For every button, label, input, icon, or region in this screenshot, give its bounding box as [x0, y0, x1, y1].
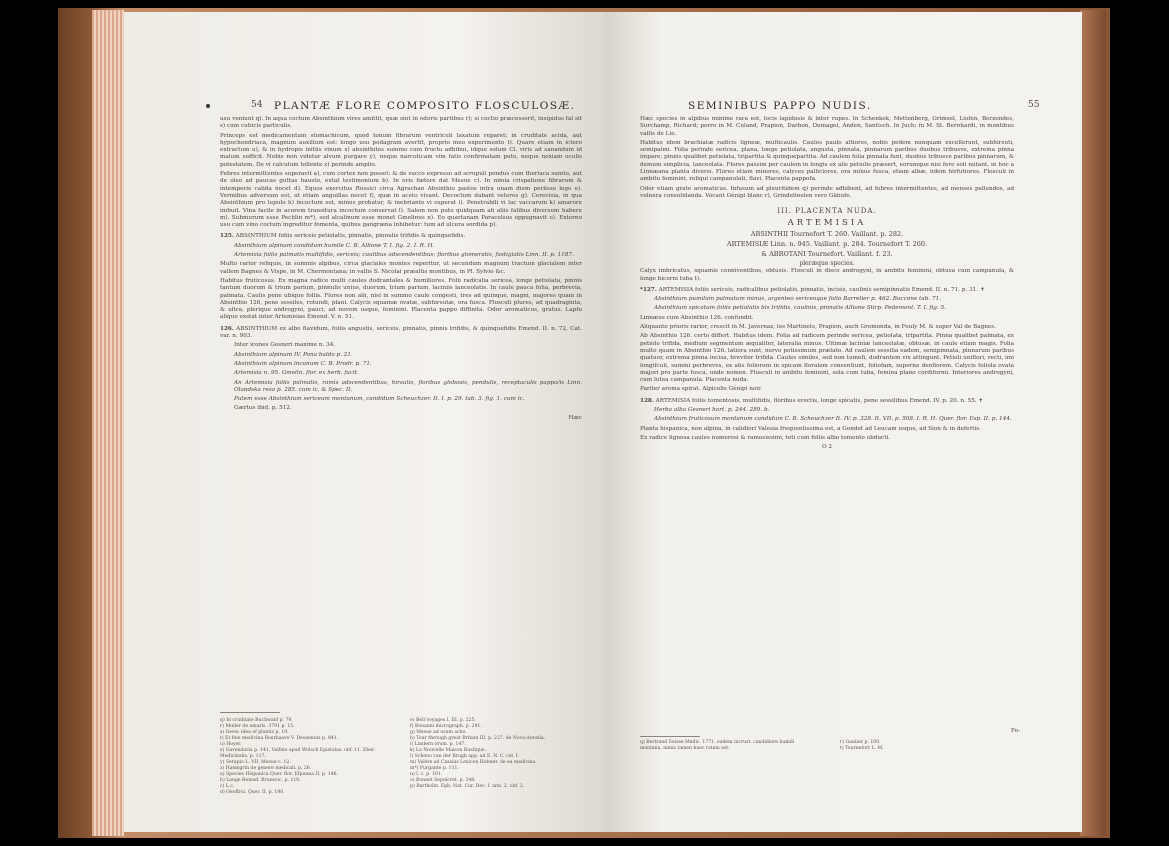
- right-page-number: 55: [1028, 100, 1040, 110]
- footnote: t) Tournefort L. M.: [840, 746, 884, 751]
- synonym: Artemisia foliis palmatis multifidis, sericeis; caulibus adscendentibus; floribus glomeratis, fastigiatis Linn. II. p. 1187.: [234, 252, 574, 259]
- footnote: z) Haemgrin de genere medicali. p. 26.: [220, 766, 312, 771]
- entry-number: *127.: [640, 286, 657, 293]
- catchword: Hæc: [568, 414, 582, 421]
- footnote: i) Lindern orum. p. 147.: [410, 742, 466, 747]
- footnote: s) Geew. idea ef plantis p. 19.: [220, 730, 289, 735]
- entry-body: Planta hispanica, non alpina, in calidiori Valesia frequentissima est, a Gondet ad Leucam usque, ad Sion & in defertis.: [640, 425, 981, 432]
- entry-body: Pariter aroma spirat. Alpicolis Génipi noir.: [640, 386, 763, 393]
- synonym: Absinthium alpinum candidum humile C. B. Allione T. I. fig. 2. I. R. H.: [234, 242, 435, 249]
- footnote: h) Tour through great Britain III. p. 227. de Nova-Anvelia.: [410, 736, 546, 741]
- synonym: Inter icones Gesneri maxime n. 34.: [234, 342, 336, 349]
- footnote: c) L.c.: [220, 784, 235, 789]
- page-edges-right: [1080, 10, 1106, 836]
- genus-description: Calyx imbricatus, squamis conniventibus, obtusis. Flosculi in disco androgyni, in ambitu feminini, obtusa cum campanula, & longe bicorni tuba t).: [640, 268, 1014, 282]
- footnote: p) Bartholin. Epb. Nat. Cur. Dec. I. ann. 2. obf. 2.: [410, 784, 525, 789]
- left-page-header: PLANTÆ FLORE COMPOSITO FLOSCULOSÆ.: [274, 100, 576, 112]
- entry-body: Habitus fruticosus. Ex magna radice multi caules dodrantales & humiliores. Folii radicalia sericea, longe petiolata, pinnis tantum duorum & trium parium, pinnulis unius, duorum, trium parium, laciniis lanceolatis. In caule pauca folia, perbrevia, palmata. Caulis pene ubique foliis. Flores non alii, nisi in summo caule congesti, tres ad quinque, magni, majores quam in Absinthio 126, pene sessiles, rotundi, plani. Calycis squamæ ovatæ, subhirsutæ, ora fusca. Flosculi plures, ad quadraginta, & ultra, plerique androgyni, pauci, ad novem usque, feminini. Placenta pappo diffinita. Odor aromaticus, gratus. Lapfu aliquo exstat inter Artemisias Emend. V. n. 51.: [220, 277, 582, 321]
- footnote: n) l. c. p. 101.: [410, 772, 443, 777]
- genus-title: ARTEMISIA: [787, 218, 867, 229]
- page-edges-left: [92, 10, 124, 836]
- species-entry-125: [220, 233, 582, 240]
- footnote: q) In cruditate Buchwald p. 79.: [220, 718, 293, 723]
- left-page-number: 54: [251, 100, 263, 110]
- entry-number: 126.: [220, 325, 234, 332]
- footnote: u) Hoyer.: [220, 742, 242, 747]
- entry-heading: ARTEMISIA foliis sericeis, radicalibus petiolatis, pinnatis, incisis, caulinis semipinnatis Emend. II. n. 71. p. 31. ✝: [658, 286, 985, 293]
- footnote: m*) Purgante p. 111.: [410, 766, 459, 771]
- footnote-rule: [220, 712, 280, 713]
- synonym: Linnæus cum Absinthio 126. confundit.: [640, 314, 754, 321]
- intro-paragraph: Febres intermittentes superavit a), cum cortex non posset: & de succo expresso ad scrupuli pondus cum theriaca sumto, aut de oleo ad paucas guttas hausto, extat testimonium b). In oris fœtore dat Mesue c). In nimia crispatione fibrarum & intemperie calida nocet d). Equos exercitus Russici circa Agrachan Absinthio pastos intra unam diem periisse lego e). Vermibus adversum est, ut etiam anguillas necet f), quæ in aceto vivant. Decoctum dabant veteres g). Cerevisia, in qua Absinthium pro lupulo h) incoctum est, minus probatur, & inebriante vi superat i). Penetrabili vi lac vaccarum k) amarore imbuit. Vina facile in acorem transitura incoctum conservat l). Salem non puto quidquam ab aliis falibus diversum habere m). Submurum esse Pechlin m*), sed alcalinum esse monet Gmelinus n). Eo quartanam Paracelsus oppugnavit o). Externo usu cum vino coctum ingreditur fomenta, quibus gangræna inhibetur: tum ad ulcera sordida p).: [220, 171, 582, 229]
- footnote: x) Gavendaria p. 141. Vallino apud Wolsch Epistolas. obf. 11. Eber. Medicinalis. p. 117.: [220, 748, 376, 759]
- entry-heading: ARTEMISIA foliis tomentosis, multifidis, floribus erectis, longe spicatis, pene sessilibus Emend. IV. p. 20. n. 55. ✝: [655, 397, 984, 404]
- footnote: t) Et fine medicina Boerhaave V. Deusenius p. 841.: [220, 736, 339, 741]
- species-note: pleræque species.: [799, 260, 855, 268]
- right-page-header: SEMINIBUS PAPPO NUDIS.: [688, 100, 872, 112]
- intro-paragraph: usu veniunt q). In aqua coctum Absinthium vires amittit, quæ sint in odoris partibus r); si coctio præcesserit, insipidus fal sit s) cum cubicis particulis.: [220, 116, 582, 130]
- footnote: f) Bonanni micrograph. p. 291.: [410, 724, 482, 729]
- genus-line: ABSINTHII Tournefort T. 260. Vaillant. p. 282.: [750, 230, 904, 239]
- entry-body: Ex radice lignosa caules numerosi & ramosissimi, toti cum foliis albo tomento obducti.: [640, 434, 891, 441]
- entry-body: Multo rarior reliquis, in summis alpibus, circa glaciales montes reperitur, ut secundum magnum tractum glacialem inter vallem Bagnes & Vispe, in M. Chermontana; in vallis S. Nicolai præaltis montibus, in Pl. Sylvio &c.: [220, 261, 582, 275]
- entry-number: 125.: [220, 233, 234, 240]
- synonym: Putem esse Absinthium sericeum montanum, candidum Scheuchzer. It. I. p. 29. tab. 3. fig. 1. cum ic.: [234, 396, 525, 403]
- synonym: Absinthium pumilum palmatum minus, argenteo sericeoque folio Barrelier p. 462. Boccone tab. 71.: [654, 296, 942, 303]
- entry-body: Aliquanto prioris rarior, crescit in M. Javernaz, les Martinets, Prapion, auch Gromonda, in Fouly M. & super Val de Bagnes.: [640, 324, 996, 331]
- intro-paragraph: Hæc species in alpibus minime rara est, locis lapidosis & inter rupes. In Schenkek, Mettenberg, Grimsel, Liofen, Berzendes, Surchamp, Richard; porro in M. Culand, Prapion, Darbon, Dumagel, Anden, Santisch. In Juch; in M. St. Bernhardi, in montibus vallis de Lie.: [640, 116, 1014, 137]
- footnote: a) Species Hispanica Quer. flor. Efpanna II. p. 146.: [220, 772, 339, 777]
- entry-body: Ab Absinthio 126. certo differt. Habitus idem. Folia ad radicem perinde sericea, petiolata, tripartita. Pinna qualibet palmata, ex petiolo trifida, medium segmentum æqualiter, lateralia minus. Ultimæ laciniæ lanceolatæ, obtusæ, in caule etiam magis. Folia multo quam in Absinthio 126. latiora sunt, nervo potissimum prælato. Ad caulem sessilia eadem, semipinnata, pinnarum paribus quatuor, extrema pinna incisa, breviter trifida. Caules similes, sed non tumefi, dodrantem vix attingunt. Petioli uniflori, recti, imi longifculi, summi perbreves, ex alis foliorum in spicam floralem consentiunt, foliofam, superne denfiorem. Calycis foliola ovata majori pro parte fusca, unde nomen. Flosculi in ambitu feminini, sola cum tuba, femina plano cordiformi. Interiores androgyni, cum lutea campanula. Placenta nuda.: [640, 333, 1014, 384]
- species-entry-126: [220, 326, 582, 341]
- right-page: [604, 12, 1082, 832]
- synonym: Herba alba Gesneri hort. p. 244. 289. b.: [654, 407, 770, 414]
- footnote: y) Serapio L. VII. Mesue c. 12.: [220, 760, 291, 765]
- entry-number: 128.: [640, 397, 654, 404]
- footnote-rule: [640, 736, 700, 737]
- footnote: k) La Nouvelle Maison Rustique.: [410, 748, 487, 753]
- footnote: b) Lange Remed. Brunsvic. p. 110.: [220, 778, 301, 783]
- entry-heading: ABSINTHIUM ex albo flavidum, foliis angustis, sericeis, pinnatis, pinnis trifidis, & quinquefidis Emend. II. n. 72. Cat. var. n. 903.: [220, 325, 582, 340]
- catchword: Fo-: [1011, 728, 1020, 734]
- genus-line: & ABROTANI Tournefort. Vaillant. f. 23.: [761, 250, 893, 259]
- synonym: Absinthium fruticosum montanum candidum C. B. Scheuchzer It. IV. p. 328. It. VII. p. 508. I. R. H. Quer. flor. Esp. II. p. 144.: [654, 416, 1012, 423]
- synonym: An Artemisia foliis palmatis, ramis adscendentibus, hirsutis, floribus globosis, pendulis, receptaculis pappo/is Linn. Olandska resa p. 285. cum ic. & Spec. II.: [234, 379, 582, 393]
- intro-paragraph: Princeps est medicamentum stomachicum, quod tonum fibrarum ventriculi laxatum reparet; in cruditate acida, aut hypochondriaca, magnum auxilium est: longo usu podagram avertit, proprio meo experimento t). Quare etiam in ictero extractum u), & in hydropis initiis vinum x) absinthites summo cum fructu adhibui, idque solum Cl. viris ad sanandum id malum sufficit. Nobis non videtur alvum purgare y), neque narcoticam vim fatis confirmatam puto, neque noxiam oculis potestatem. De vi calculum tollente z) perinde amplio.: [220, 132, 582, 168]
- synonym: Absinthium alpinum incanum C. B. Prodr. p. 71.: [234, 360, 372, 367]
- footnote: e) Bell voyages I. III. p. 225.: [410, 718, 476, 723]
- entry-heading: ABSINTHIUM foliis sericeis petiolatis, pinnatis, pinnulis trifidis & quinquefidis.: [235, 233, 466, 240]
- intro-paragraph: Habitus idem brachiatæ radicis ligneæ, multicaulis. Caules paulo altiores, nobis pedem nunquam excellerunt, subhirsuti, semipalmi. Folia perinde sericea, plana, longe petiolata, angusta, pinnata, pinnarum paribus duobus tribusve, extrema pinna impare; pinnis qualibet petiolata, tripartita & quinquepartita. Ad caulem folia pinnata funt, duobus tribusve paribus pinnarum, & demum simplicia, lanceolata. Flores passim per caulem in longis ex alis petiolis præsert, eorumque nisi fere soli nutant, in hoc a Linnæana planta diversi. Flores etiam minores, calyces palliciores, ora minus fusca, etiam albæ, iidem hirfutiores. Flosculi in ambitu feminini, reliqui campanulati, flavi. Placenta pappofa.: [640, 139, 1014, 183]
- synonym: Gærtus ibid. p. 512.: [234, 405, 292, 412]
- genus-line: ARTEMISIÆ Linn. n. 945. Vaillant. p. 284. Tournefort T. 260.: [726, 240, 928, 249]
- species-entry-128: [640, 398, 1014, 405]
- footnote: q) Bertrand Suisse Medic. 1771. eadem incrust. candidiore humili montana, nimis tamen haec ratam est.: [640, 740, 795, 751]
- footnote-column-2: [410, 718, 580, 790]
- intro-paragraph: Odor etiam grate aromaticus. Infusum ad pleuritidem q) perinde adhibent, ad febres intermittentes, ad menses pellendos, ad vulnera consolidanda. Vocant Génipi blanc r), Grindelinelen vero Gäbufe.: [640, 185, 1014, 199]
- footnote-column-2: [840, 740, 1010, 752]
- footnote: o) Bonnet Sepulcret. p. 348.: [410, 778, 476, 783]
- synonym: Artemisia n. 95. Gmelin. flor. ex herb. facit.: [234, 370, 359, 377]
- section-title: III. PLACENTA NUDA.: [777, 207, 877, 216]
- right-page-text: [640, 116, 1014, 452]
- footnote-column-1: [220, 718, 390, 796]
- species-entry-127: [640, 287, 1014, 294]
- left-page-text: [220, 116, 582, 424]
- left-page: [124, 12, 604, 832]
- footnote: r) Gautier p. 100.: [840, 740, 881, 745]
- footnote: r) Muller de amaris. 3791 p. 15.: [220, 724, 295, 729]
- signature-mark: O 2: [821, 444, 833, 451]
- synonym: Absinthium alpinum IV. Pona baldo p. 21.: [234, 351, 353, 358]
- ink-spot: [206, 104, 210, 108]
- footnote: g) Mesue ad usum ocho.: [410, 730, 467, 735]
- footnote: m) Valère ad Cassius Lexicon Hubner. de ea medicina.: [410, 760, 537, 765]
- synonym: Absinthium spicatum foliis petiolatis bis trifidis, caulinis, pinnatis Allione Stirp. Pedemont. T. I. fig. 5.: [654, 305, 946, 312]
- footnote: l) Scheno van der Brugh app. ad E. N. C. cel. I.: [410, 754, 520, 759]
- footnote: d) Geoffroi. Quer. II. p. 190.: [220, 790, 285, 795]
- footnote-column-1: [640, 740, 810, 752]
